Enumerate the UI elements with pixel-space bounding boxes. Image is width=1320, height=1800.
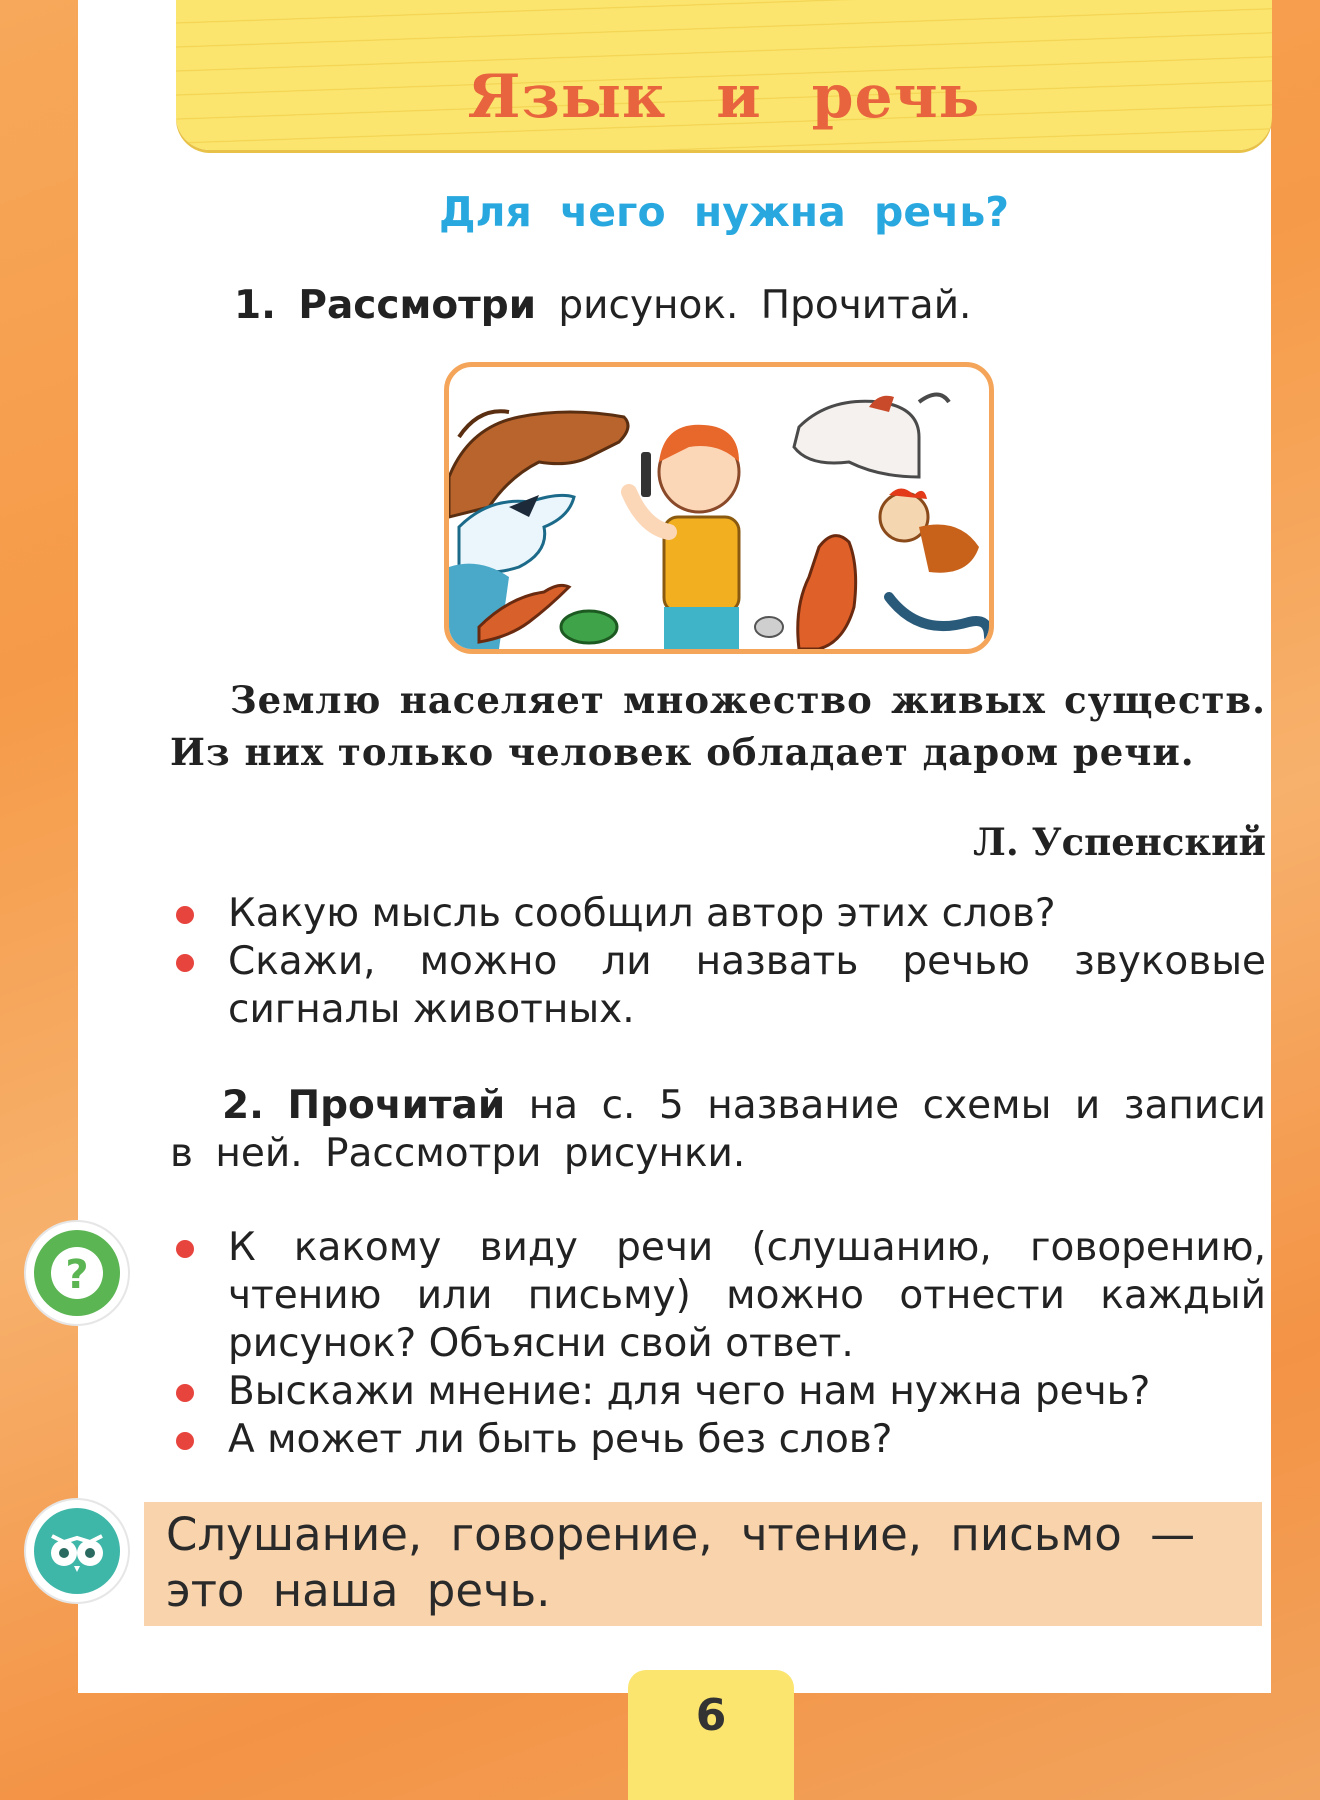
- task-2-verb: Прочитай: [287, 1083, 506, 1128]
- task-1-verb: Рассмотри: [298, 283, 537, 328]
- list-item: Скажи, можно ли назвать речью звуковые сигналы животных.: [170, 938, 1266, 1034]
- owl-icon: [26, 1500, 128, 1602]
- bullet-icon: [176, 1240, 194, 1258]
- task-2-text: на с. 5 название схемы и записи в ней. Рассмотри рисунки.: [170, 1083, 1266, 1176]
- summary-text: Слушание, говорение, чтение, письмо — это наша речь.: [166, 1508, 1196, 1617]
- task-2-number: 2.: [222, 1083, 264, 1128]
- questions-1: [170, 890, 1266, 1034]
- bullet-icon: [176, 906, 194, 924]
- svg-text:?: ?: [65, 1252, 89, 1298]
- list-item: Какую мысль сообщил автор этих слов?: [170, 890, 1266, 938]
- section-subtitle: Для чего нужна речь?: [438, 188, 1010, 236]
- list-item: А может ли быть речь без слов?: [170, 1416, 1266, 1464]
- quote: [170, 674, 1266, 778]
- question-icon: [26, 1222, 128, 1324]
- task-1: [234, 282, 971, 330]
- animals-illustration: [449, 367, 989, 649]
- task-1-text: рисунок. Прочитай.: [558, 283, 972, 328]
- illustration: [444, 362, 994, 654]
- quote-author: Л. Успенский: [973, 820, 1266, 864]
- questions-2: [170, 1224, 1266, 1464]
- page-number: 6: [695, 1690, 727, 1741]
- list-item: Выскажи мнение: для чего нам нужна речь?: [170, 1368, 1266, 1416]
- quote-text: Землю населяет множество живых существ. Из них только человек обладает даром речи.: [170, 678, 1266, 774]
- bullet-icon: [176, 954, 194, 972]
- page-title: Язык и речь: [467, 62, 981, 132]
- task-2: [170, 1082, 1266, 1178]
- task-1-number: 1.: [234, 283, 276, 328]
- list-item: К какому виду речи (слушанию, говорению, чтению или письму) можно отнести каждый рисунок? Объясни свой ответ.: [170, 1224, 1266, 1368]
- bullet-icon: [176, 1432, 194, 1450]
- bullet-icon: [176, 1384, 194, 1402]
